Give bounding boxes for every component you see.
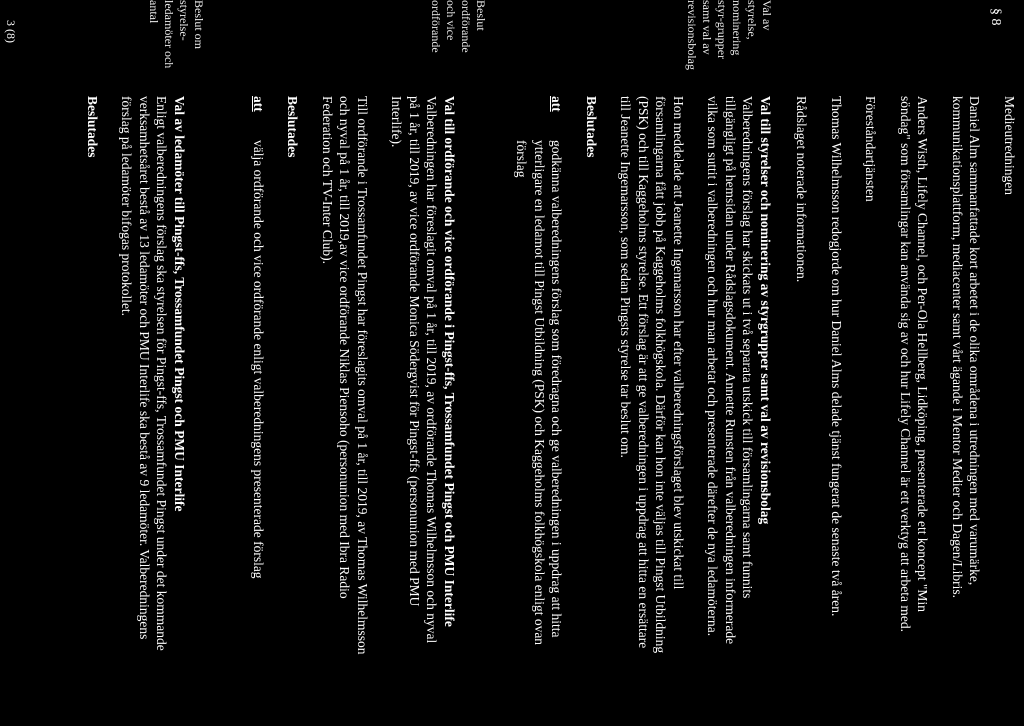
section-paragraph: Valberedningens förslag har skickats ut i två separata utskick till församlingarna samt funnits tillgängligt på hemsidan under Rådslagsdokument. Annette Runsten från valberedningen informerade vilka som suttit i valberedningen och hur man arbetat och presenterade därefter de nya ledamöterna.: [705, 96, 756, 645]
intro-sub-heading: Föreståndartjänsten: [863, 96, 879, 202]
decision-text: godkänna valberedningens förslag som föredragna och ge valberedningen i uppdrag att hitta ytterligare en ledamot till Pingst Utbildning (PSK) och Kaggeholms folkhögskola enligt ovan förslag: [514, 140, 565, 646]
decision-key: att: [251, 96, 266, 112]
section-body: [513, 96, 774, 656]
section-body: [250, 96, 459, 656]
decision-item: [513, 96, 566, 656]
intro-paragraph: Anders Wisth, Lifely Channel, och Per-Ola Hellberg, Lidköping, presenterade ett koncept "Min söndag" som församlingar kan använda sig av och hur Lifely Channel är ett verktyg att arbeta med.: [898, 96, 931, 632]
decision-text: välja ordförande och vice ordförande enligt valberedningens presenterade förslag: [251, 140, 266, 579]
section-title: Val av ledamöter till Pingst-ffs, Trossamfundet Pingst och PMU Interlife: [172, 96, 187, 512]
section-label: § 8: [988, 8, 1003, 26]
decision-key: att: [549, 96, 565, 112]
decision-heading: Beslutades: [584, 96, 599, 158]
intro-paragraph: Rådslaget noterade informationen.: [794, 96, 810, 283]
margin-note: Val av styrelse, nominering styr-grupper samt val av revisionsbolag: [685, 0, 774, 70]
margin-note: Beslut om styrelse-ledamöter och antal: [147, 0, 206, 69]
section-title: Val till ordförande och vice ordförande i Pingst-ffs, Trossamfundet Pingst och PMU Interlife: [442, 96, 457, 627]
section-paragraph: Till ordförande i Trossamfundet Pingst har föreslagits omval på 1 år, till 2019, av Thomas Wilhelmsson och nyval på 1 år, till 2019,av vice ordförande Niklas Piensoho (personunion med Ibra Radio Federation och TV-Inter Club).: [320, 96, 370, 655]
section-paragraph: Hon meddelade att Jeanette Ingemarsson har efter valberedningsförslaget blev utskickat till församlingarna fått jobb på Kaggeholms folkhögskola. Därför kan hon inte väljas till Pingst Utbildning (PSK) och till Kaggeholms styrelse. Ett förslag är att ge valberedningen i uppdrag att hitta en ersättare till Jeanette Ingemarsson, som sedan Pingsts styrelse tar beslut om.: [618, 96, 686, 654]
section-body: [84, 96, 189, 656]
intro-heading: Medieutredningen: [1002, 96, 1017, 195]
margin-note: Beslut ordförande och vice ordförande: [429, 0, 488, 53]
decision-heading: Beslutades: [85, 96, 100, 158]
section-paragraph: Valberedningen har föreslagit omval på 1 år, till 2019, av ordförande Thomas Wilhelmsson och nyval på 1 år, till 2019, av vice ordförande Monica Södergvist för Pingst-ffs (personunion med PMU Interlife).: [389, 96, 440, 644]
decision-item: [250, 96, 268, 656]
section-title: Val till styrelser och nominering av styrgrupper samt val av revisionsbolag: [758, 96, 773, 525]
page-number: 3 (8): [4, 20, 18, 43]
decision-heading: Beslutades: [285, 96, 301, 158]
intro-paragraph: Thomas Wilhelmsson redogjorde om hur Daniel Alms delade tjänst fungerat de senaste två åren.: [829, 96, 844, 617]
section-paragraph: Enligt valberedningens förslag ska styrelsen för Pingst-ffs, Trossamfundet Pingst under det kommande verksamhetsåret bestå av 13 ledamöter och PMU Interlife ska bestå av 9 ledamöter. Valberedningens förslag på ledamöter bifogas protokollet.: [119, 96, 170, 651]
intro-paragraph: Daniel Alm sammanfattade kort arbetet i de olika områdena i utredningen med varumärke, kommunikationsplattform, mediacenter samt vårt ägande i Mentor Medier och Dagen/Libris.: [950, 96, 983, 598]
intro-body: [793, 96, 1018, 656]
